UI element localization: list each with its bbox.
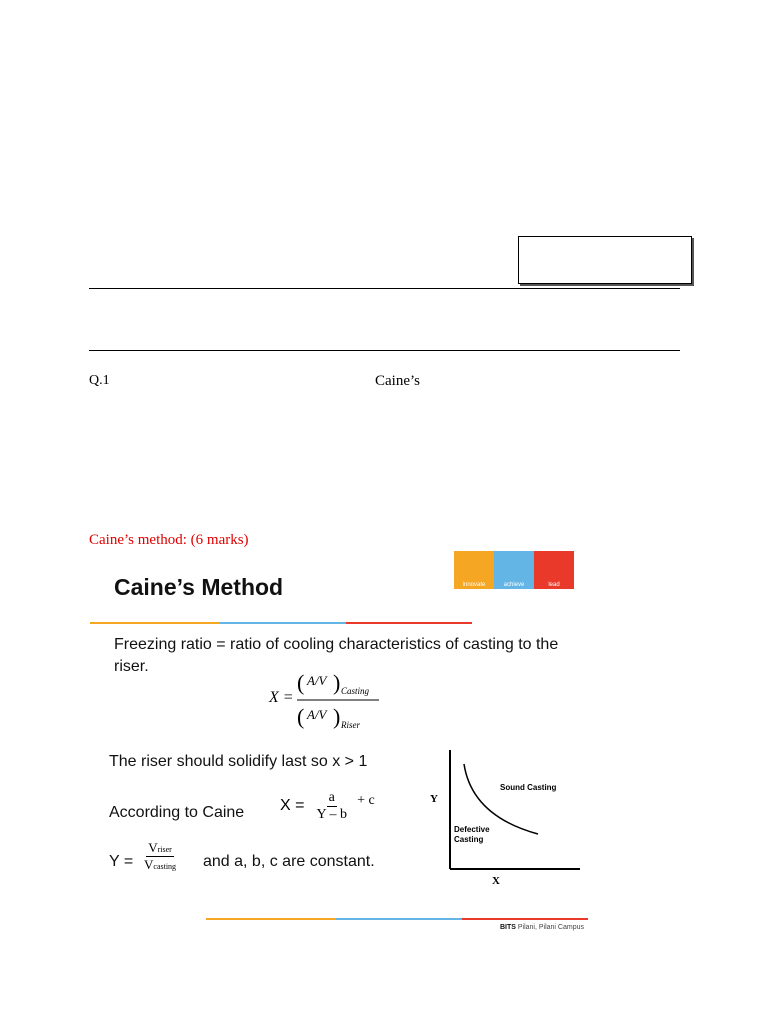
freezing-ratio-text: Freezing ratio = ratio of cooling characteristics of casting to the riser. xyxy=(114,636,559,675)
riser-solidify-text: The riser should solidify last so x > 1 xyxy=(109,753,368,770)
svg-text:(: ( xyxy=(297,670,305,695)
brand-label: achieve xyxy=(503,582,525,588)
graph-sound-label: Sound Casting xyxy=(500,783,557,792)
lecture-slide-image xyxy=(90,548,590,936)
x-eq-label: X = xyxy=(280,797,305,815)
brand-block-achieve xyxy=(494,551,534,589)
formula-lhs: X = xyxy=(269,689,294,706)
brand-block-lead xyxy=(534,551,574,589)
caine-x-equation xyxy=(280,790,375,823)
caine-curve-graph xyxy=(420,744,585,894)
brand-label: lead xyxy=(548,582,560,588)
svg-text:): ) xyxy=(333,670,341,695)
y-fraction xyxy=(142,840,178,873)
formula-sub-casting: Casting xyxy=(341,686,370,696)
graph-curve xyxy=(464,764,538,834)
freezing-ratio-formula xyxy=(265,666,405,746)
formula-av-bottom: A/V xyxy=(307,707,327,722)
graph-defective-label-2: Casting xyxy=(454,835,484,844)
formula-av-top: A/V xyxy=(307,673,327,688)
y-frac-den: Vcasting xyxy=(144,857,177,872)
graph-x-label: X xyxy=(492,875,500,887)
bottom-rule-orange xyxy=(206,918,336,920)
y-eq-label: Y = xyxy=(109,853,134,870)
question-number: Q.1 xyxy=(89,373,110,388)
title-rule-blue xyxy=(220,622,346,624)
x-frac-num: a xyxy=(328,790,335,805)
y-frac-num: Vriser xyxy=(148,840,172,855)
marks-box xyxy=(518,236,692,284)
top-rule xyxy=(89,288,680,289)
x-frac-den: Y – b xyxy=(316,807,348,822)
question-text: Caine’s xyxy=(375,373,420,389)
svg-text:(: ( xyxy=(297,704,305,729)
x-plus-c: + c xyxy=(357,793,375,809)
title-rule-red xyxy=(346,622,472,624)
answer-label: Caine’s method: (6 marks) xyxy=(89,532,249,548)
question-rule xyxy=(89,350,680,351)
x-fraction xyxy=(314,790,349,823)
graph-defective-label-1: Defective xyxy=(454,825,490,834)
constants-text: and a, b, c are constant. xyxy=(203,853,375,870)
graph-y-label: Y xyxy=(430,793,438,805)
slide-footer: BITS Pilani, Pilani Campus xyxy=(499,924,584,931)
bottom-rule-blue xyxy=(336,918,462,920)
formula-sub-riser: Riser xyxy=(341,720,360,730)
slide-title: Caine’s Method xyxy=(114,574,284,600)
brand-label: innovate xyxy=(462,582,486,588)
bottom-rule-red xyxy=(462,918,588,920)
svg-text:): ) xyxy=(333,704,341,729)
title-rule-orange xyxy=(90,622,220,624)
brand-block-innovate xyxy=(454,551,494,589)
according-text: According to Caine xyxy=(109,804,245,821)
